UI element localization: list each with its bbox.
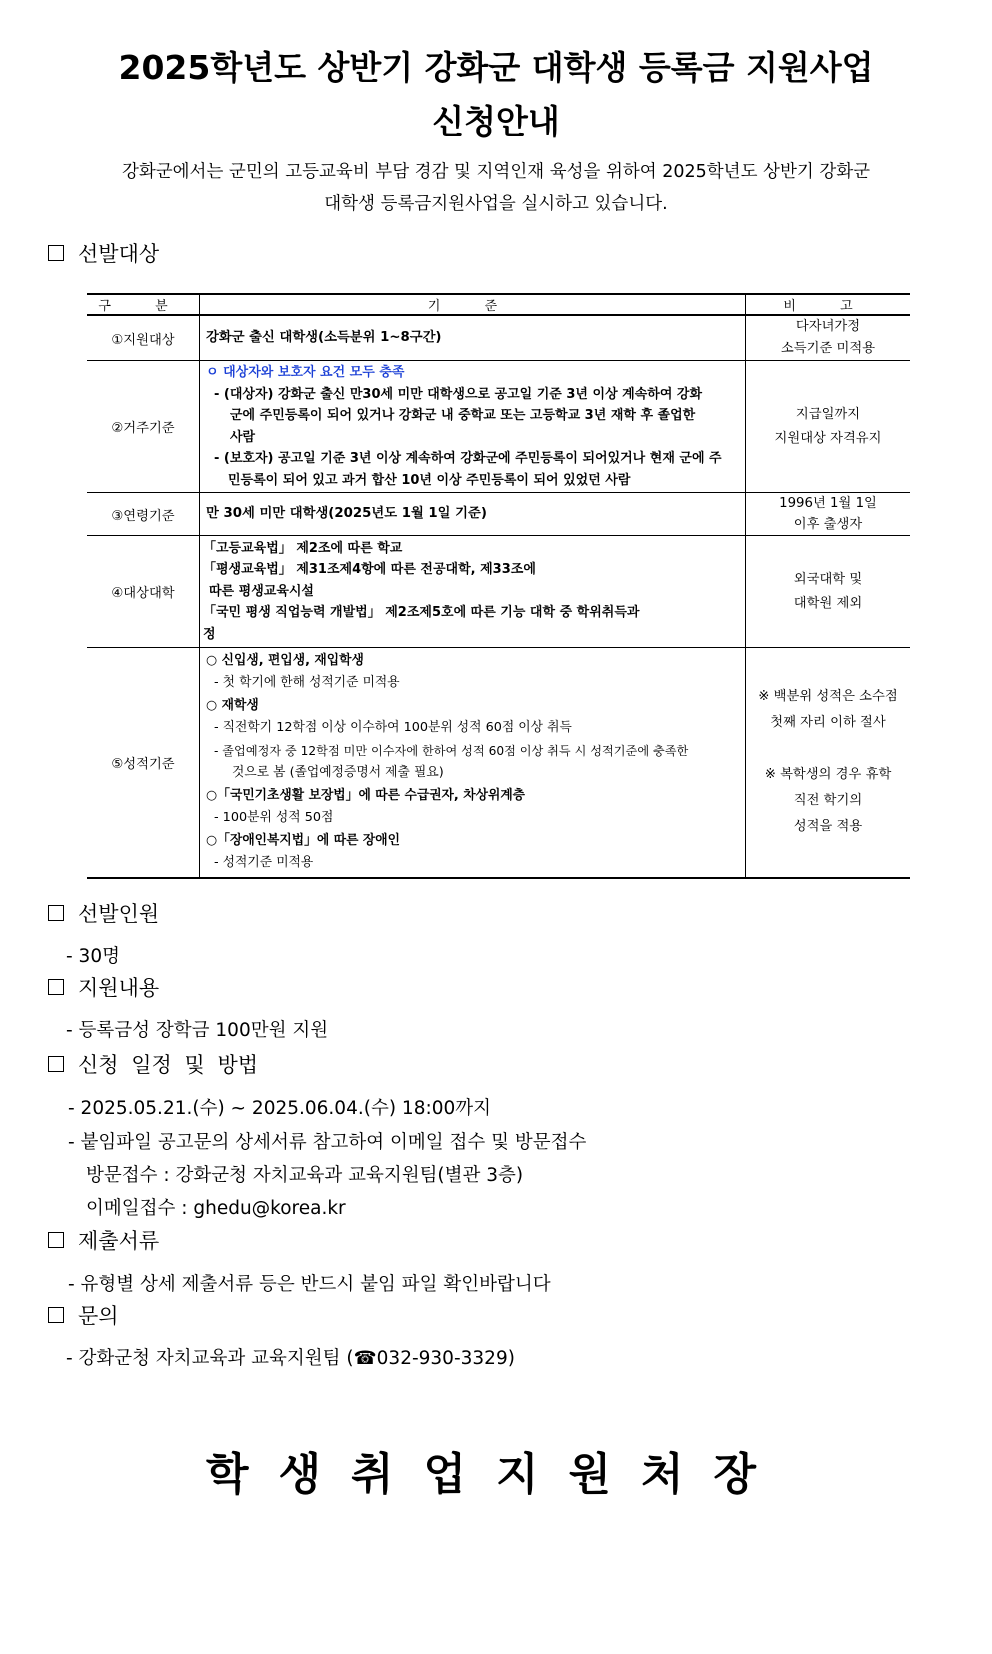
criteria-line: 강화군 출신 대학생(소득분위 1~8구간): [206, 330, 442, 345]
table-row: [87, 493, 910, 536]
intro-line-2: 대학생 등록금지원사업을 실시하고 있습니다.: [324, 194, 668, 214]
schedule-method: - 붙임파일 공고문의 상세서류 참고하여 이메일 접수 및 방문접수: [68, 1132, 587, 1153]
criteria-line: ○「국민기초생활 보장법」에 따른 수급권자, 차상위계층: [206, 787, 526, 803]
criteria-table: [87, 293, 910, 879]
row-criteria: [200, 648, 746, 878]
row-criteria: [200, 315, 746, 361]
criteria-line: - (대상자) 강화군 출신 만30세 미만 대학생으로 공고일 기준 3년 이상 계속하여 강화: [214, 386, 703, 402]
criteria-line: 군에 주민등록이 되어 있거나 강화군 내 중학교 또는 고등학교 3년 재학 후 졸업한: [230, 408, 696, 423]
section-documents-label: 제출서류: [78, 1229, 160, 1253]
checkbox-square-icon: [48, 979, 64, 995]
row-note: [746, 648, 911, 878]
checkbox-square-icon: [48, 245, 64, 261]
note-line: 1996년 1월 1일: [779, 496, 877, 511]
criteria-line: - 첫 학기에 한해 성적기준 미적용: [214, 675, 400, 691]
row-note: [746, 315, 911, 361]
section-support: [48, 972, 159, 1002]
intro-paragraph: [60, 156, 932, 220]
email-info: 이메일접수 : ghedu@korea.kr: [86, 1198, 346, 1219]
criteria-line: 것으로 봄 (졸업예정증명서 제출 필요): [232, 765, 444, 781]
support-text: - 등록금성 장학금 100만원 지원: [66, 1020, 329, 1041]
section-inquiry: [48, 1300, 119, 1330]
row-note: [746, 536, 911, 648]
criteria-line: - (보호자) 공고일 기준 3년 이상 계속하여 강화군에 주민등록이 되어있거나 현재 군에 주: [214, 451, 722, 466]
criteria-line: - 성적기준 미적용: [214, 855, 314, 871]
table-row: [87, 361, 910, 493]
section-inquiry-label: 문의: [78, 1304, 119, 1328]
row-category: ①지원대상: [87, 315, 200, 361]
criteria-line: - 100분위 성적 50점: [214, 810, 334, 826]
header-criteria: 기 준: [200, 294, 746, 315]
note-line: ※ 백분위 성적은 소수점: [758, 689, 898, 705]
criteria-line: 「평생교육법」 제31조제4항에 따른 전공대학, 제33조에: [203, 562, 536, 578]
documents-text: - 유형별 상세 제출서류 등은 반드시 붙임 파일 확인바랍니다: [68, 1274, 551, 1295]
issuer-signature: 학생취업지원처장: [205, 1449, 787, 1500]
note-line: 지급일까지: [795, 406, 861, 422]
criteria-line: 「고등교육법」 제2조에 따른 학교: [203, 540, 403, 556]
row-criteria: [200, 536, 746, 648]
table-row: [87, 648, 910, 878]
criteria-line: ○ 신입생, 편입생, 재입학생: [206, 652, 364, 668]
visit-info: 방문접수 : 강화군청 자치교육과 교육지원팀(별관 3층): [86, 1165, 524, 1186]
row-category: ③연령기준: [87, 493, 200, 536]
note-line: 지원대상 자격유지: [774, 430, 882, 446]
checkbox-square-icon: [48, 1307, 64, 1323]
table-row: [87, 315, 910, 361]
note-line: 직전 학기의: [793, 793, 863, 809]
row-criteria: [200, 361, 746, 493]
row-category: ④대상대학: [87, 536, 200, 648]
intro-line-1: 강화군에서는 군민의 고등교육비 부담 경감 및 지역인재 육성을 위하여 2025학년도 상반기 강화군: [121, 162, 871, 182]
criteria-line: 사람: [230, 429, 256, 445]
note-line: 소득기준 미적용: [780, 341, 876, 356]
criteria-line: 만 30세 미만 대학생(2025년도 1월 1일 기준): [206, 506, 487, 521]
note-line: ※ 복학생의 경우 휴학: [764, 767, 892, 783]
inquiry-text: - 강화군청 자치교육과 교육지원팀 (☎032-930-3329): [66, 1348, 515, 1369]
section-schedule-label: 신청 일정 및 방법: [78, 1053, 259, 1077]
criteria-line: ㅇ 대상자와 보호자 요건 모두 충족: [206, 365, 405, 380]
note-line: 대학원 제외: [793, 595, 863, 611]
note-line: 외국대학 및: [793, 571, 863, 587]
section-schedule: [48, 1049, 258, 1079]
criteria-line: 따른 평생교육시설: [209, 583, 314, 599]
criteria-line: 「국민 평생 직업능력 개발법」 제2조제5호에 따른 기능 대학 중 학위취득과: [203, 605, 640, 621]
criteria-line: 민등록이 되어 있고 과거 합산 10년 이상 주민등록이 되어 있었던 사람: [228, 472, 631, 488]
note-line: [752, 736, 904, 762]
checkbox-square-icon: [48, 1232, 64, 1248]
note-line: 첫째 자리 이하 절사: [770, 715, 886, 731]
header-note: 비 고: [746, 294, 911, 315]
row-category: ②거주기준: [87, 361, 200, 493]
note-line: 성적을 적용: [793, 819, 863, 835]
section-selection: [48, 238, 159, 268]
schedule-period: - 2025.05.21.(수) ~ 2025.06.04.(수) 18:00까지: [68, 1098, 491, 1119]
row-category: ⑤성적기준: [87, 648, 200, 878]
note-line: 이후 출생자: [793, 517, 863, 532]
section-selection-label: 선발대상: [78, 242, 160, 266]
section-headcount-label: 선발인원: [78, 902, 160, 926]
checkbox-square-icon: [48, 1056, 64, 1072]
criteria-line: ○「장애인복지법」에 따른 장애인: [206, 832, 401, 848]
row-note: [746, 361, 911, 493]
criteria-line: - 졸업예정자 중 12학점 미만 이수자에 한하여 성적 60점 이상 취득 시 성적기준에 충족한: [214, 743, 689, 758]
note-line: 다자녀가정: [795, 319, 861, 334]
header-category: 구 분: [87, 294, 200, 315]
row-criteria: [200, 493, 746, 536]
criteria-line: ○ 재학생: [206, 697, 259, 713]
criteria-line: - 직전학기 12학점 이상 이수하여 100분위 성적 60점 이상 취득: [214, 720, 572, 736]
checkbox-square-icon: [48, 905, 64, 921]
headcount-text: - 30명: [66, 946, 120, 967]
section-headcount: [48, 898, 159, 928]
section-documents: [48, 1225, 159, 1255]
section-support-label: 지원내용: [78, 976, 160, 1000]
page-title: 2025학년도 상반기 강화군 대학생 등록금 지원사업: [118, 48, 874, 87]
table-row: [87, 536, 910, 648]
criteria-line: 정: [203, 626, 216, 642]
page-subtitle: 신청안내: [432, 102, 560, 141]
row-note: [746, 493, 911, 536]
table-header-row: [87, 294, 910, 315]
